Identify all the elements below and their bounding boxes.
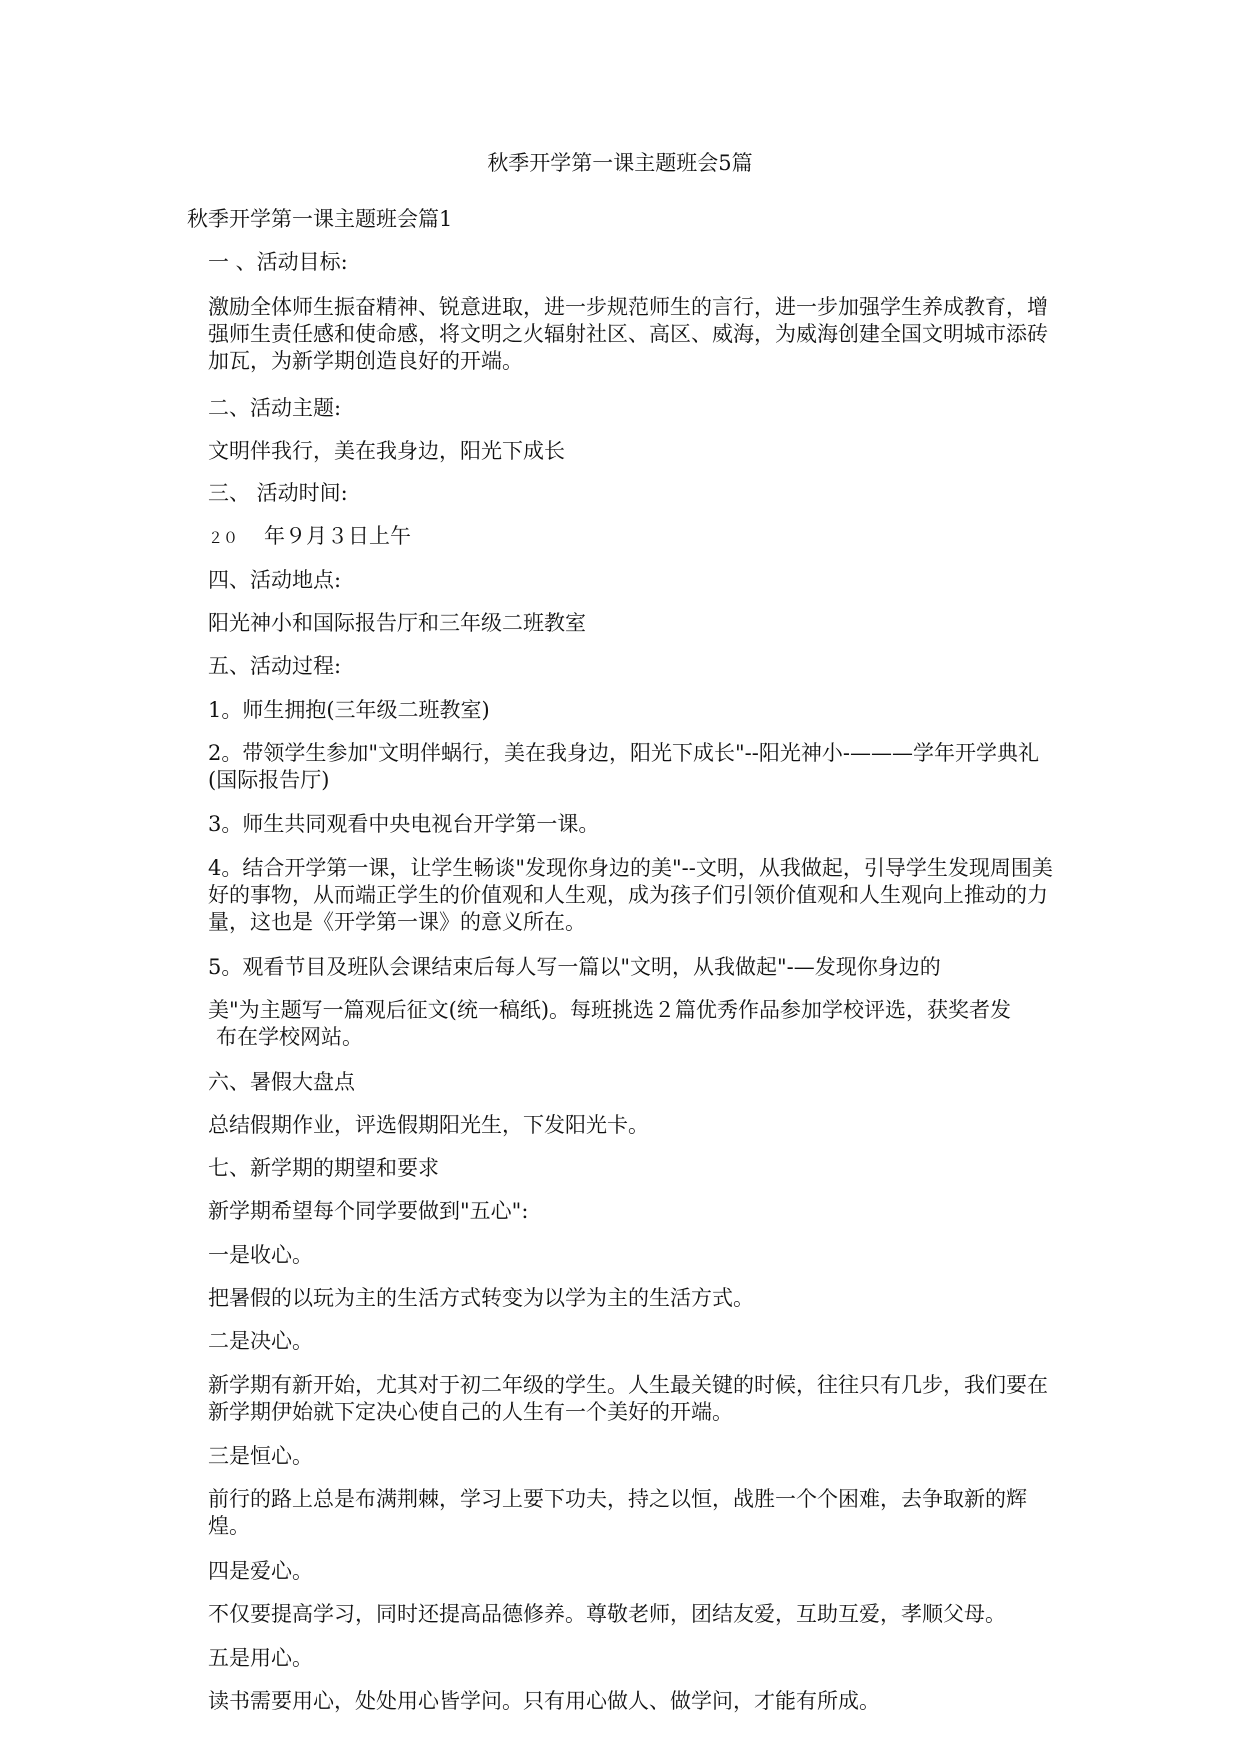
heading-goals: 一 、活动目标: <box>208 250 348 274</box>
list-item: 5。观看节目及班队会课结束后每人写一篇以"文明，从我做起"-—发现你身边的 <box>208 955 941 979</box>
continued-line-text: 美"为主题写一篇观后征文(统一稿纸)。每班挑选２篇优秀作品参加学校评选，获奖者发 <box>208 998 1012 1022</box>
heading-process: 五、活动过程: <box>208 654 342 678</box>
list-item: 2。带领学生参加"文明伴蜗行，美在我身边，阳光下成长"--阳光神小-———学年开学典礼(国际报告厅) <box>208 741 1039 792</box>
heading-location: 四、活动地点: <box>208 568 342 592</box>
heading-theme: 二、活动主题: <box>208 396 342 420</box>
paragraph-heart-4: 不仅要提高学习，同时还提高品德修养。尊敬老师，团结友爱，互助互爱，孝顺父母。 <box>208 1602 1006 1626</box>
list-item: 3。师生共同观看中央电视台开学第一课。 <box>208 812 600 836</box>
heading-heart-3: 三是恒心。 <box>208 1444 313 1468</box>
paragraph-summer-review: 总结假期作业，评选假期阳光生，下发阳光卡。 <box>208 1113 649 1137</box>
section-heading: 秋季开学第一课主题班会篇1 <box>187 207 453 231</box>
list-item: 1。师生拥抱(三年级二班教室) <box>208 698 490 722</box>
paragraph-heart-5: 读书需要用心，处处用心皆学问。只有用心做人、做学问，才能有所成。 <box>208 1689 880 1713</box>
paragraph-heart-1: 把暑假的以玩为主的生活方式转变为以学为主的生活方式。 <box>208 1286 754 1310</box>
paragraph-heart-2: 新学期有新开始，尤其对于初二年级的学生。人生最关键的时候，往往只有几步，我们要在新学期伊始就下定决心使自己的人生有一个美好的开端。 <box>208 1373 1048 1424</box>
list-item-continued <box>208 997 1058 1051</box>
document-title: 秋季开学第一课主题班会5篇 <box>487 151 753 175</box>
date-year: ２０ <box>208 529 239 547</box>
paragraph-goals <box>208 294 1058 375</box>
heading-summer-review: 六、暑假大盘点 <box>208 1070 355 1094</box>
paragraph-heart-3: 前行的路上总是布满荆棘，学习上要下功夫，持之以恒，战胜一个个困难，去争取新的辉煌。 <box>208 1487 1027 1538</box>
list-item: 4。结合开学第一课，让学生畅谈"发现你身边的美"--文明，从我做起，引导学生发现周围美好的事物，从而端正学生的价值观和人生观，成为孩子们引领价值观和人生观向上推动的力量，这也是《开学第一课》的意义所在。 <box>208 856 1053 934</box>
date-rest: 年９月３日上午 <box>264 524 412 548</box>
paragraph-expectations: 新学期希望每个同学要做到"五心": <box>208 1199 529 1223</box>
heading-time: 三、 活动时间: <box>208 481 348 505</box>
paragraph-time <box>208 523 1058 552</box>
continued-line-end: 布在学校网站。 <box>216 1025 363 1049</box>
heading-heart-5: 五是用心。 <box>208 1646 313 1670</box>
heading-expectations: 七、新学期的期望和要求 <box>208 1156 439 1180</box>
heading-heart-1: 一是收心。 <box>208 1243 313 1267</box>
paragraph-location: 阳光神小和国际报告厅和三年级二班教室 <box>208 611 586 635</box>
heading-heart-4: 四是爱心。 <box>208 1559 313 1583</box>
paragraph-goals-text: 激励全体师生振奋精神、锐意进取，进一步规范师生的言行，进一步加强学生养成教育，增强师生责任感和使命感，将文明之火辐射社区、高区、威海，为威海创建全国文明城市添砖加瓦，为新学期创造良好的开端。 <box>208 295 1048 373</box>
paragraph-theme: 文明伴我行，美在我身边，阳光下成长 <box>208 439 565 463</box>
heading-heart-2: 二是决心。 <box>208 1329 313 1353</box>
